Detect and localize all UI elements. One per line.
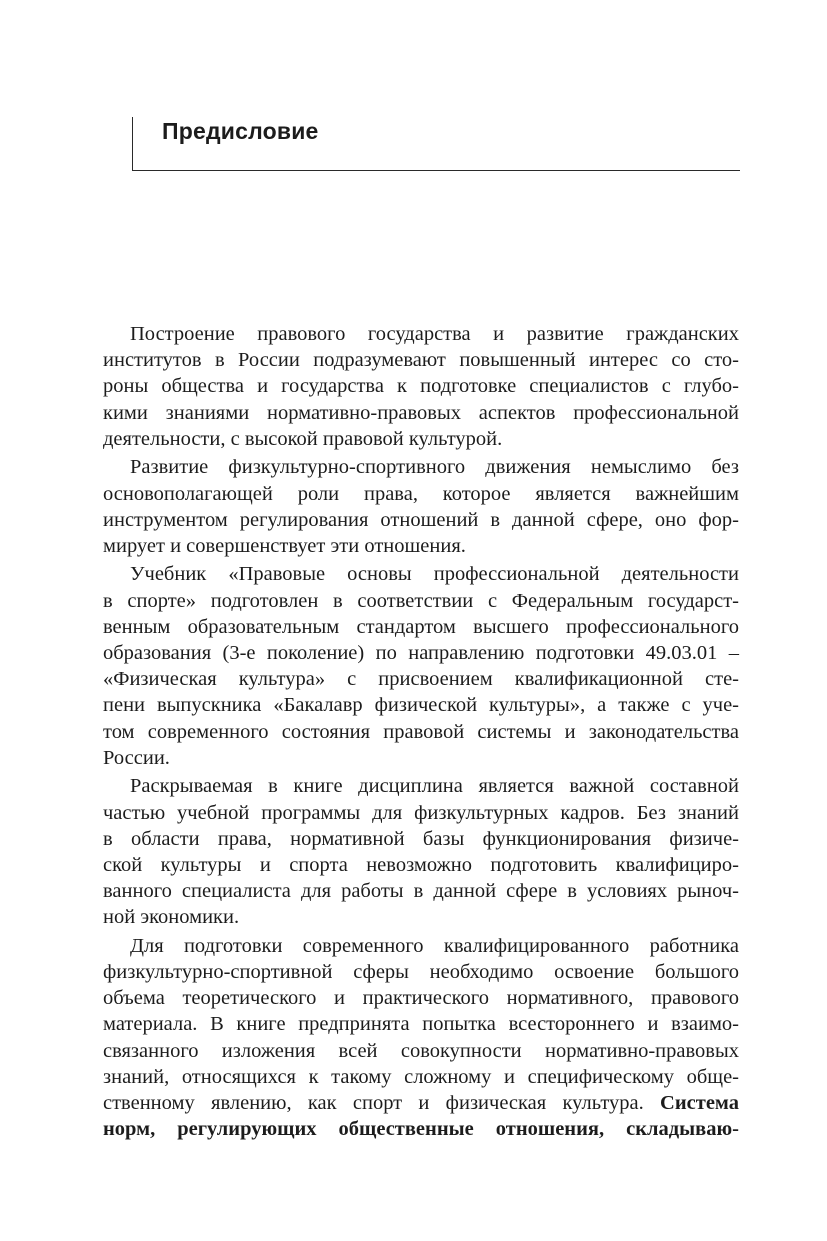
text-line: частью учебной программы для физкультурных кадров. Без знаний (103, 801, 739, 824)
text-line: институтов в России подразумевают повышенный интерес со сто- (103, 349, 739, 372)
bold-text-line: норм, регулирующих общественные отношения, складываю- (103, 1118, 739, 1141)
text-line: в области права, нормативной базы функционирования физиче- (103, 827, 739, 850)
text-line: Для подготовки современного квалифицированного работника (130, 934, 739, 957)
text-line: ной экономики. (103, 906, 240, 929)
paragraph-3 (103, 561, 739, 771)
text-line: пени выпускника «Бакалавр физической культуры», а также с уче- (103, 694, 739, 717)
text-line: основополагающей роли права, которое является важнейшим (103, 482, 739, 505)
bold-term: Система (660, 1092, 739, 1115)
text-line: физкультурно-спортивной сферы необходимо освоение большого (103, 961, 739, 984)
text-line: ванного специалиста для работы в данной сфере в условиях рыноч- (103, 880, 739, 903)
text-line: знаний, относящихся к такому сложному и специфическому обще- (103, 1065, 739, 1088)
text-line: мирует и совершенствует эти отношения. (103, 534, 466, 557)
text-line: Построение правового государства и развитие гражданских (130, 323, 739, 345)
text-line: деятельности, с высокой правовой культурой. (103, 427, 503, 450)
text-line: материала. В книге предпринята попытка всестороннего и взаимо- (103, 1013, 739, 1036)
text-segment: ственному явлению, как спорт и физическая культура. (103, 1092, 644, 1115)
text-line: образования (3-е поколение) по направлению подготовки 49.03.01 – (103, 642, 739, 665)
text-line: объема теоретического и практического нормативного, правового (103, 987, 739, 1010)
text-line: венным образовательным стандартом высшего профессионального (103, 615, 739, 638)
paragraph-2 (103, 454, 739, 559)
text-line: инструментом регулирования отношений в данной сфере, оно фор- (103, 508, 739, 531)
chapter-header (132, 117, 740, 171)
text-line: том современного состояния правовой системы и законодательства (103, 720, 739, 743)
text-line: «Физическая культура» с присвоением квалификационной сте- (103, 668, 739, 691)
body-text (103, 321, 739, 1145)
text-line: роны общества и государства к подготовке специалистов с глубо- (103, 375, 739, 398)
paragraph-4 (103, 773, 739, 930)
text-line: кими знаниями нормативно-правовых аспектов профессиональной (103, 401, 739, 424)
text-line: Раскрываемая в книге дисциплина является важной составной (130, 775, 739, 798)
paragraph-1 (103, 321, 739, 452)
text-line: ской культуры и спорта невозможно подготовить квалифициро- (103, 853, 739, 876)
text-line: Учебник «Правовые основы профессиональной деятельности (130, 563, 739, 586)
text-line: связанного изложения всей совокупности нормативно-правовых (103, 1039, 739, 1062)
text-line: Развитие физкультурно-спортивного движения немыслимо без (130, 456, 739, 479)
text-line: в спорте» подготовлен в соответствии с Федеральным государст- (103, 589, 739, 612)
paragraph-5 (103, 933, 739, 1143)
text-line: России. (103, 746, 170, 769)
text-line (103, 1090, 739, 1116)
chapter-title: Предисловие (162, 118, 319, 144)
